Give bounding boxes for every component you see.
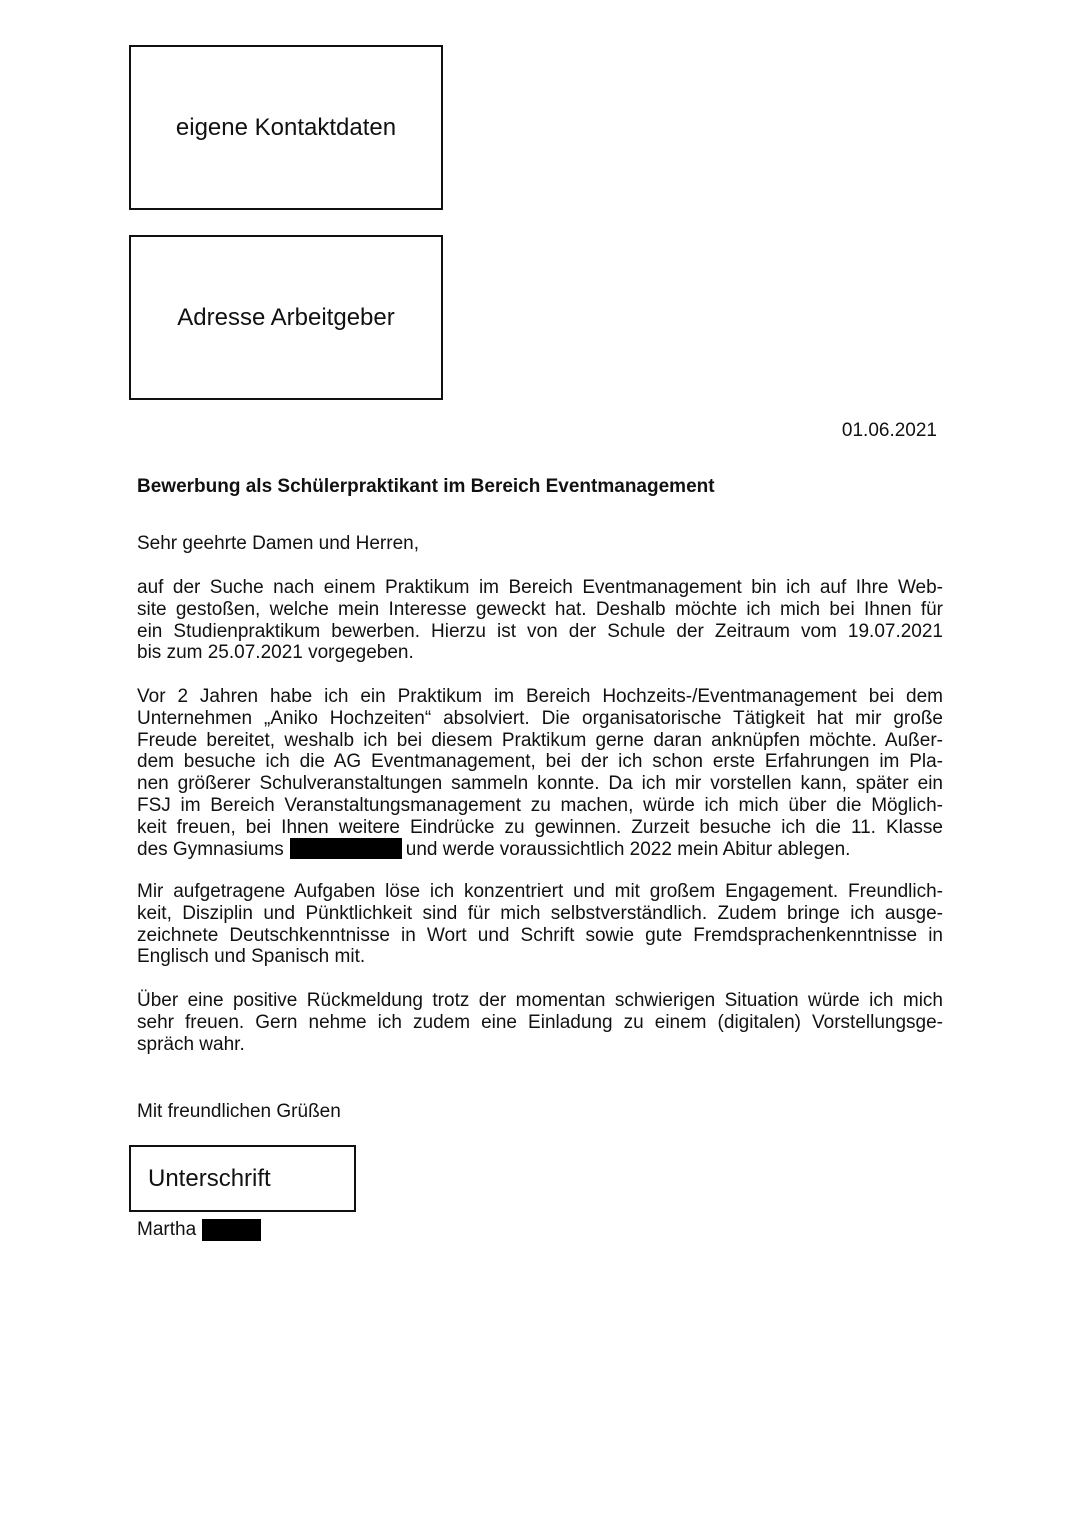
paragraph-line: auf der Suche nach einem Praktikum im Bereich Eventmanagement bin ich auf Ihre Web- xyxy=(137,577,943,598)
own-contact-details-box xyxy=(129,45,443,210)
line-text-before-redaction: des Gymnasiums xyxy=(137,839,284,861)
paragraph-line: keit freuen, bei Ihnen weitere Eindrücke zu gewinnen. Zurzeit besuche ich die 11. Klasse xyxy=(137,816,943,838)
closing-formula: Mit freundlichen Grüßen xyxy=(137,1101,341,1122)
paragraph-line: zeichnete Deutschkenntnisse in Wort und Schrift sowie gute Fremdsprachenkenntnisse in xyxy=(137,924,943,946)
paragraph-line: Unternehmen „Aniko Hochzeiten“ absolviert. Die organisatorische Tätigkeit hat mir große xyxy=(137,707,943,729)
salutation: Sehr geehrte Damen und Herren, xyxy=(137,533,419,554)
paragraph-line: spräch wahr. xyxy=(137,1033,245,1055)
paragraph-line: Englisch und Spanisch mit. xyxy=(137,946,366,968)
paragraph-line-with-redaction xyxy=(137,838,943,861)
signature-label: Unterschrift xyxy=(148,1164,271,1192)
paragraph-closing-request xyxy=(137,990,943,1055)
paragraph-line: Vor 2 Jahren habe ich ein Praktikum im Bereich Hochzeits-/Eventmanagement bei dem xyxy=(137,686,943,707)
paragraph-qualities xyxy=(137,881,943,968)
paragraph-introduction xyxy=(137,577,943,664)
sender-name xyxy=(137,1219,261,1241)
line-text-after-redaction: und werde voraussichtlich 2022 mein Abitur ablegen. xyxy=(405,839,851,861)
paragraph-line: Freude bereitet, weshalb ich bei diesem Praktikum gerne daran anknüpfen möchte. Außer- xyxy=(137,729,943,751)
employer-address-label: Adresse Arbeitgeber xyxy=(177,303,395,331)
paragraph-experience xyxy=(137,686,943,861)
paragraph-line: ein Studienpraktikum bewerben. Hierzu ist von der Schule der Zeitraum vom 19.07.2021 xyxy=(137,620,943,642)
paragraph-line: bis zum 25.07.2021 vorgegeben. xyxy=(137,642,414,664)
paragraph-line: nen größerer Schulveranstaltungen sammeln konnte. Da ich mir vorstellen kann, später ein xyxy=(137,773,943,794)
paragraph-line: Mir aufgetragene Aufgaben löse ich konzentriert und mit großem Engagement. Freundlich- xyxy=(137,881,943,902)
paragraph-line: sehr freuen. Gern nehme ich zudem eine Einladung zu einem (digitalen) Vorstellungsge- xyxy=(137,1011,943,1033)
letter-subject: Bewerbung als Schülerpraktikant im Bereich Eventmanagement xyxy=(137,476,715,497)
letter-date: 01.06.2021 xyxy=(841,420,937,441)
sender-first-name: Martha xyxy=(137,1219,197,1240)
paragraph-line: site gestoßen, welche mein Interesse geweckt hat. Deshalb möchte ich mich bei Ihnen für xyxy=(137,598,943,620)
paragraph-line: FSJ im Bereich Veranstaltungsmanagement zu machen, würde ich mich über die Möglich- xyxy=(137,794,943,816)
paragraph-line: Über eine positive Rückmeldung trotz der momentan schwierigen Situation würde ich mich xyxy=(137,990,943,1011)
surname-redaction xyxy=(202,1219,261,1241)
paragraph-line: dem besuche ich die AG Eventmanagement, bei der ich schon erste Erfahrungen im Pla- xyxy=(137,751,943,773)
school-name-redaction xyxy=(290,838,402,859)
own-contact-details-label: eigene Kontaktdaten xyxy=(175,113,397,141)
signature-box xyxy=(129,1145,356,1212)
paragraph-line: keit, Disziplin und Pünktlichkeit sind für mich selbstverständlich. Zudem bringe ich ausge- xyxy=(137,902,943,924)
employer-address-box xyxy=(129,235,443,400)
